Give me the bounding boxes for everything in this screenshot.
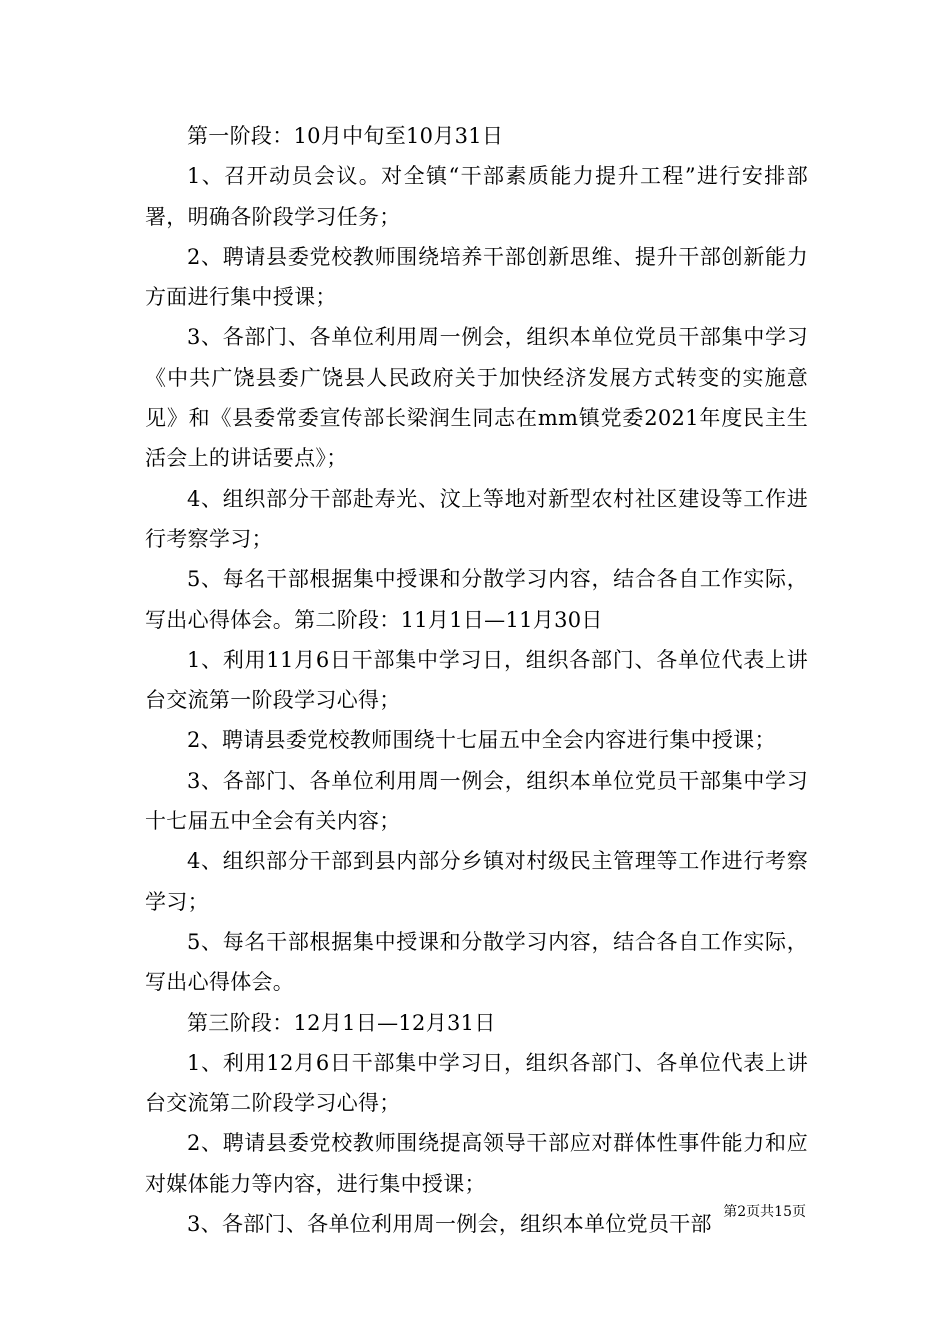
document-body [145, 116, 808, 1244]
paragraph: 4、组织部分干部到县内部分乡镇对村级民主管理等工作进行考察学习； [145, 849, 808, 914]
paragraph: 3、各部门、各单位利用周一例会，组织本单位党员干部集中学习《中共广饶县委广饶县人民政府关于加快经济发展方式转变的实施意见》和《县委常委宣传部长梁润生同志在mm镇党委2021年度民主生活会上的讲话要点》； [145, 325, 808, 471]
paragraph-stage-one-heading: 第一阶段：10月中旬至10月31日 [187, 124, 504, 148]
paragraph-stage-three-heading: 第三阶段：12月1日—12月31日 [187, 1010, 496, 1035]
paragraph: 3、各部门、各单位利用周一例会，组织本单位党员干部 [187, 1212, 712, 1237]
paragraph: 2、聘请县委党校教师围绕十七届五中全会内容进行集中授课； [187, 728, 776, 753]
paragraph: 3、各部门、各单位利用周一例会，组织本单位党员干部集中学习十七届五中全会有关内容； [145, 768, 808, 834]
paragraph: 1、利用11月6日干部集中学习日，组织各部门、各单位代表上讲台交流第一阶段学习心得； [145, 647, 808, 713]
paragraph: 2、聘请县委党校教师围绕提高领导干部应对群体性事件能力和应对媒体能力等内容，进行集中授课； [145, 1131, 808, 1196]
paragraph: 2、聘请县委党校教师围绕培养干部创新思维、提升干部创新能力方面进行集中授课； [145, 244, 808, 310]
paragraph: 5、每名干部根据集中授课和分散学习内容，结合各自工作实际，写出心得体会。 [145, 929, 808, 995]
paragraph: 4、组织部分干部赴寿光、汶上等地对新型农村社区建设等工作进行考察学习； [145, 486, 808, 551]
page-number-footer: 第2页共15页 [723, 1204, 806, 1220]
paragraph: 1、利用12月6日干部集中学习日，组织各部门、各单位代表上讲台交流第二阶段学习心得； [145, 1050, 808, 1116]
paragraph: 1、召开动员会议。对全镇“干部素质能力提升工程”进行安排部署，明确各阶段学习任务； [145, 164, 808, 229]
paragraph: 5、每名干部根据集中授课和分散学习内容，结合各自工作实际，写出心得体会。第二阶段：11月1日—11月30日 [145, 567, 808, 632]
